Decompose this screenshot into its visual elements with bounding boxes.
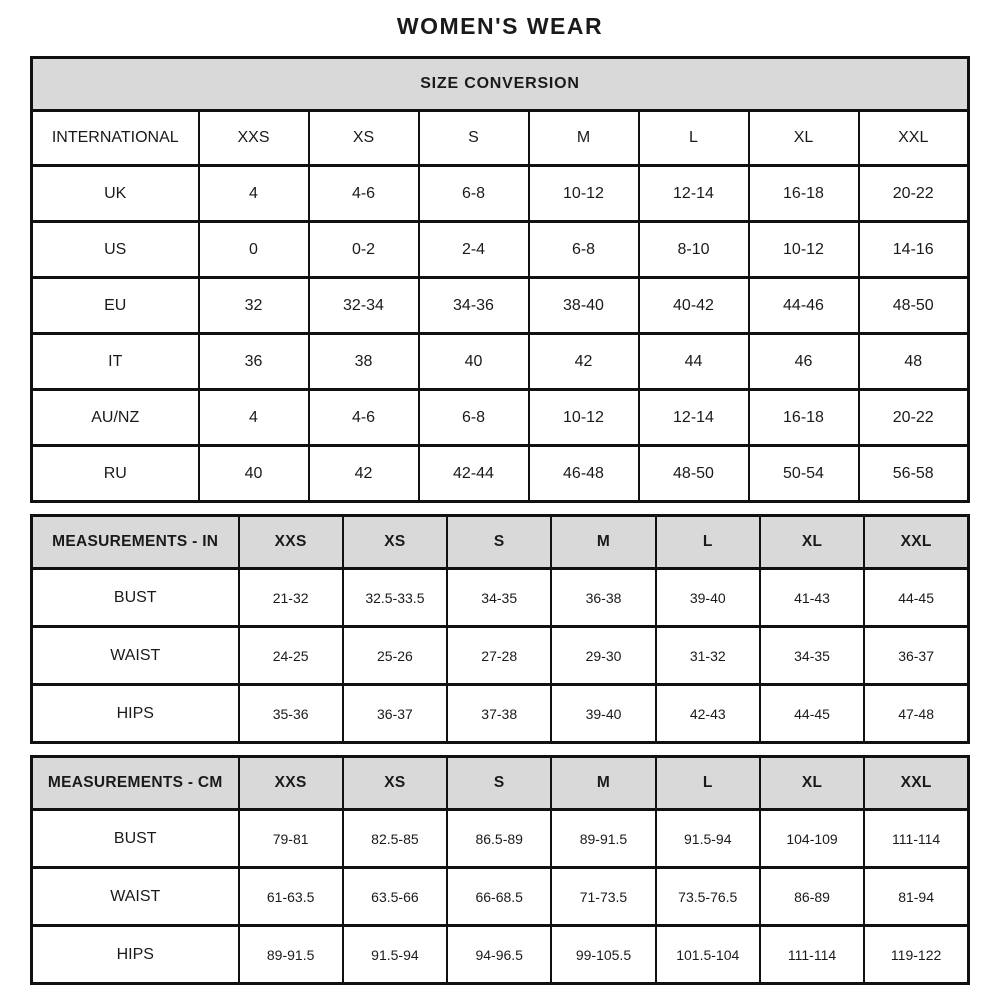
row-label: BUST bbox=[32, 810, 239, 868]
value-cell: 4 bbox=[199, 166, 309, 222]
size-column-header: XS bbox=[343, 757, 447, 810]
row-label: US bbox=[32, 222, 199, 278]
value-cell: 36-37 bbox=[864, 627, 968, 685]
row-label: UK bbox=[32, 166, 199, 222]
table-row bbox=[32, 166, 969, 222]
value-cell: 41-43 bbox=[760, 569, 864, 627]
size-column-header: L bbox=[639, 111, 749, 166]
value-cell: 91.5-94 bbox=[656, 810, 760, 868]
value-cell: 47-48 bbox=[864, 685, 968, 743]
value-cell: 42 bbox=[529, 334, 639, 390]
column-header-row bbox=[32, 757, 969, 810]
value-cell: 39-40 bbox=[656, 569, 760, 627]
value-cell: 71-73.5 bbox=[551, 868, 655, 926]
value-cell: 16-18 bbox=[749, 166, 859, 222]
value-cell: 25-26 bbox=[343, 627, 447, 685]
size-column-header: L bbox=[656, 516, 760, 569]
size-column-header: XXL bbox=[864, 757, 968, 810]
size-column-header: S bbox=[419, 111, 529, 166]
value-cell: 46 bbox=[749, 334, 859, 390]
value-cell: 89-91.5 bbox=[551, 810, 655, 868]
value-cell: 36-37 bbox=[343, 685, 447, 743]
value-cell: 34-36 bbox=[419, 278, 529, 334]
size-column-header: S bbox=[447, 516, 551, 569]
value-cell: 32.5-33.5 bbox=[343, 569, 447, 627]
value-cell: 111-114 bbox=[864, 810, 968, 868]
value-cell: 73.5-76.5 bbox=[656, 868, 760, 926]
value-cell: 89-91.5 bbox=[239, 926, 343, 984]
value-cell: 12-14 bbox=[639, 390, 749, 446]
value-cell: 86.5-89 bbox=[447, 810, 551, 868]
row-label: WAIST bbox=[32, 868, 239, 926]
size-column-header: XXS bbox=[239, 757, 343, 810]
value-cell: 2-4 bbox=[419, 222, 529, 278]
value-cell: 104-109 bbox=[760, 810, 864, 868]
row-label: IT bbox=[32, 334, 199, 390]
value-cell: 0-2 bbox=[309, 222, 419, 278]
section-header-row bbox=[32, 58, 969, 111]
value-cell: 34-35 bbox=[447, 569, 551, 627]
value-cell: 38 bbox=[309, 334, 419, 390]
value-cell: 91.5-94 bbox=[343, 926, 447, 984]
size-column-header: L bbox=[656, 757, 760, 810]
value-cell: 48 bbox=[859, 334, 969, 390]
table-row bbox=[32, 222, 969, 278]
measurements-cm-table bbox=[30, 755, 970, 985]
size-conversion-table bbox=[30, 56, 970, 503]
value-cell: 101.5-104 bbox=[656, 926, 760, 984]
size-column-header: M bbox=[551, 757, 655, 810]
table-row bbox=[32, 627, 969, 685]
value-cell: 50-54 bbox=[749, 446, 859, 502]
measurements-cm-title: MEASUREMENTS - CM bbox=[32, 757, 239, 810]
value-cell: 27-28 bbox=[447, 627, 551, 685]
value-cell: 39-40 bbox=[551, 685, 655, 743]
value-cell: 31-32 bbox=[656, 627, 760, 685]
value-cell: 81-94 bbox=[864, 868, 968, 926]
value-cell: 63.5-66 bbox=[343, 868, 447, 926]
measurements-in-title: MEASUREMENTS - IN bbox=[32, 516, 239, 569]
table-row bbox=[32, 926, 969, 984]
row-label: HIPS bbox=[32, 685, 239, 743]
value-cell: 48-50 bbox=[639, 446, 749, 502]
size-column-header: XL bbox=[760, 516, 864, 569]
table-row bbox=[32, 278, 969, 334]
value-cell: 40 bbox=[419, 334, 529, 390]
value-cell: 35-36 bbox=[239, 685, 343, 743]
value-cell: 119-122 bbox=[864, 926, 968, 984]
value-cell: 34-35 bbox=[760, 627, 864, 685]
value-cell: 38-40 bbox=[529, 278, 639, 334]
value-cell: 6-8 bbox=[419, 390, 529, 446]
value-cell: 82.5-85 bbox=[343, 810, 447, 868]
size-column-header: S bbox=[447, 757, 551, 810]
row-label: BUST bbox=[32, 569, 239, 627]
value-cell: 44-45 bbox=[864, 569, 968, 627]
value-cell: 16-18 bbox=[749, 390, 859, 446]
page-title: WOMEN'S WEAR bbox=[396, 13, 604, 39]
value-cell: 21-32 bbox=[239, 569, 343, 627]
value-cell: 48-50 bbox=[859, 278, 969, 334]
value-cell: 10-12 bbox=[529, 390, 639, 446]
size-column-header: XS bbox=[309, 111, 419, 166]
value-cell: 40-42 bbox=[639, 278, 749, 334]
value-cell: 79-81 bbox=[239, 810, 343, 868]
size-column-header: M bbox=[551, 516, 655, 569]
size-column-header: XXS bbox=[199, 111, 309, 166]
size-column-header: XL bbox=[760, 757, 864, 810]
value-cell: 44-46 bbox=[749, 278, 859, 334]
column-header-row bbox=[32, 111, 969, 166]
value-cell: 29-30 bbox=[551, 627, 655, 685]
table-row bbox=[32, 446, 969, 502]
value-cell: 20-22 bbox=[859, 390, 969, 446]
row-label: AU/NZ bbox=[32, 390, 199, 446]
value-cell: 6-8 bbox=[529, 222, 639, 278]
value-cell: 99-105.5 bbox=[551, 926, 655, 984]
value-cell: 37-38 bbox=[447, 685, 551, 743]
value-cell: 42-43 bbox=[656, 685, 760, 743]
value-cell: 12-14 bbox=[639, 166, 749, 222]
value-cell: 46-48 bbox=[529, 446, 639, 502]
size-conversion-title: SIZE CONVERSION bbox=[32, 58, 969, 111]
size-column-header: XS bbox=[343, 516, 447, 569]
table-row bbox=[32, 334, 969, 390]
row-label: EU bbox=[32, 278, 199, 334]
value-cell: 111-114 bbox=[760, 926, 864, 984]
value-cell: 42-44 bbox=[419, 446, 529, 502]
size-column-header: XXS bbox=[239, 516, 343, 569]
value-cell: 44 bbox=[639, 334, 749, 390]
value-cell: 4-6 bbox=[309, 166, 419, 222]
row-label: RU bbox=[32, 446, 199, 502]
table-row bbox=[32, 685, 969, 743]
value-cell: 14-16 bbox=[859, 222, 969, 278]
value-cell: 6-8 bbox=[419, 166, 529, 222]
value-cell: 0 bbox=[199, 222, 309, 278]
value-cell: 61-63.5 bbox=[239, 868, 343, 926]
value-cell: 32 bbox=[199, 278, 309, 334]
table-row bbox=[32, 569, 969, 627]
value-cell: 36 bbox=[199, 334, 309, 390]
row-header-cell: INTERNATIONAL bbox=[32, 111, 199, 166]
size-column-header: XXL bbox=[859, 111, 969, 166]
value-cell: 86-89 bbox=[760, 868, 864, 926]
value-cell: 24-25 bbox=[239, 627, 343, 685]
value-cell: 66-68.5 bbox=[447, 868, 551, 926]
column-header-row bbox=[32, 516, 969, 569]
value-cell: 42 bbox=[309, 446, 419, 502]
value-cell: 94-96.5 bbox=[447, 926, 551, 984]
table-row bbox=[32, 390, 969, 446]
value-cell: 10-12 bbox=[529, 166, 639, 222]
row-label: HIPS bbox=[32, 926, 239, 984]
size-column-header: XL bbox=[749, 111, 859, 166]
value-cell: 56-58 bbox=[859, 446, 969, 502]
row-label: WAIST bbox=[32, 627, 239, 685]
value-cell: 4 bbox=[199, 390, 309, 446]
value-cell: 40 bbox=[199, 446, 309, 502]
value-cell: 8-10 bbox=[639, 222, 749, 278]
size-column-header: M bbox=[529, 111, 639, 166]
value-cell: 20-22 bbox=[859, 166, 969, 222]
value-cell: 4-6 bbox=[309, 390, 419, 446]
value-cell: 10-12 bbox=[749, 222, 859, 278]
value-cell: 32-34 bbox=[309, 278, 419, 334]
value-cell: 44-45 bbox=[760, 685, 864, 743]
value-cell: 36-38 bbox=[551, 569, 655, 627]
measurements-in-table bbox=[30, 514, 970, 744]
table-row bbox=[32, 810, 969, 868]
table-row bbox=[32, 868, 969, 926]
size-column-header: XXL bbox=[864, 516, 968, 569]
